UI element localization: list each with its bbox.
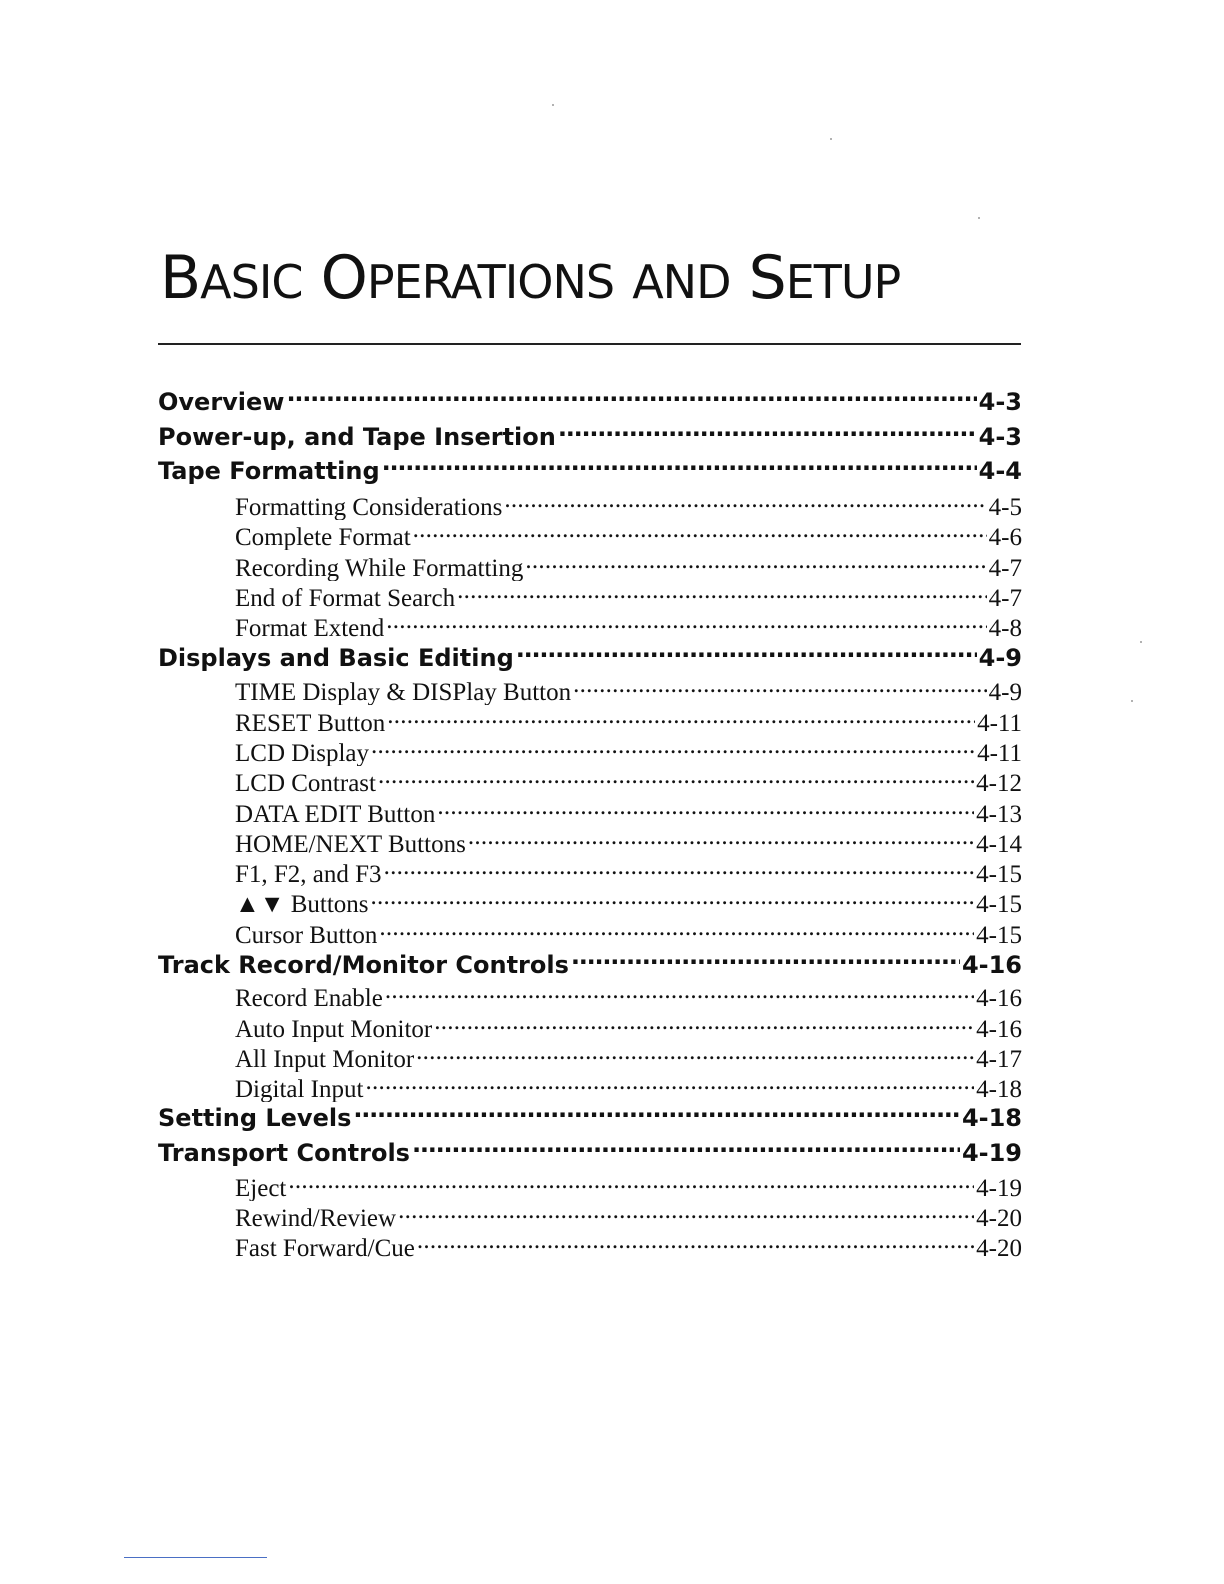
- toc-subsection-entry[interactable]: [235, 1012, 1022, 1042]
- scan-speck: [830, 138, 832, 140]
- scan-speck: [978, 217, 980, 219]
- toc-subsection-entry[interactable]: [235, 857, 1022, 887]
- toc-entry-page-number: 4-9: [978, 644, 1022, 672]
- toc-subsection-entry[interactable]: [235, 581, 1022, 611]
- toc-entry-page-number: 4-9: [988, 679, 1022, 705]
- page-title: [160, 238, 900, 322]
- toc-entry-label: Rewind/Review: [235, 1205, 397, 1231]
- dot-leader: [413, 520, 987, 545]
- title-initial: S: [748, 243, 786, 313]
- toc-entry-page-number: 4-16: [961, 951, 1022, 979]
- title-smallcaps: PERATIONS: [366, 255, 615, 309]
- dot-leader: [468, 827, 974, 852]
- toc-section-entry[interactable]: [158, 1136, 1022, 1170]
- toc-entry-page-number: 4-5: [988, 494, 1022, 520]
- toc-entry-page-number: 4-7: [988, 585, 1022, 611]
- dot-leader: [371, 736, 975, 761]
- footer-rule: [124, 1557, 267, 1558]
- toc-entry-page-number: 4-6: [988, 524, 1022, 550]
- toc-subsection-entry[interactable]: [235, 797, 1022, 827]
- toc-entry-label: Cursor Button: [235, 922, 378, 948]
- toc-subsection-entry[interactable]: [235, 1231, 1022, 1261]
- toc-entry-page-number: 4-8: [988, 615, 1022, 641]
- toc-subsection-entry[interactable]: [235, 981, 1022, 1011]
- dot-leader: [417, 1231, 974, 1256]
- toc-entry-label: Complete Format: [235, 524, 411, 550]
- toc-subsection-entry[interactable]: [235, 490, 1022, 520]
- dot-leader: [437, 797, 974, 822]
- toc-entry-page-number: 4-20: [976, 1205, 1022, 1231]
- toc-entry-label: Tape Formatting: [158, 457, 380, 485]
- dot-leader: [571, 949, 960, 973]
- toc-entry-label: Power-up, and Tape Insertion: [158, 423, 556, 451]
- dot-leader: [379, 918, 974, 943]
- scan-speck: [1131, 700, 1133, 702]
- dot-leader: [412, 1137, 960, 1161]
- toc-subsection-entry[interactable]: [235, 1171, 1022, 1201]
- toc-entry-label: LCD Display: [235, 740, 370, 766]
- toc-subsection-entry[interactable]: [235, 611, 1022, 641]
- dot-leader: [516, 642, 977, 666]
- toc-subsection-entry[interactable]: [235, 551, 1022, 581]
- scan-speck: [552, 104, 554, 106]
- title-smallcaps: AND: [632, 255, 731, 309]
- dot-leader: [398, 1201, 974, 1226]
- toc-entry-page-number: 4-19: [961, 1139, 1022, 1167]
- toc-section-entry[interactable]: [158, 948, 1022, 982]
- toc-entry-label: End of Format Search: [235, 585, 456, 611]
- toc-entry-label: All Input Monitor: [235, 1046, 415, 1072]
- toc-entry-page-number: 4-18: [976, 1076, 1022, 1102]
- toc-entry-label: Auto Input Monitor: [235, 1016, 433, 1042]
- toc-entry-label: ▲▼ Buttons: [235, 891, 369, 917]
- toc-entry-label: HOME/NEXT Buttons: [235, 831, 466, 857]
- toc-entry-label: Transport Controls: [158, 1139, 410, 1167]
- toc-entry-page-number: 4-11: [977, 710, 1022, 736]
- dot-leader: [387, 706, 975, 731]
- toc-subsection-entry[interactable]: [235, 1072, 1022, 1102]
- scan-speck: [1140, 641, 1142, 643]
- toc-entry-page-number: 4-16: [976, 1016, 1022, 1042]
- toc-entry-page-number: 4-4: [978, 457, 1022, 485]
- toc-entry-label: Overview: [158, 388, 285, 416]
- toc-entry-label: Displays and Basic Editing: [158, 644, 514, 672]
- toc-subsection-entry[interactable]: [235, 766, 1022, 796]
- toc-entry-page-number: 4-16: [976, 985, 1022, 1011]
- toc-subsection-entry[interactable]: [235, 1201, 1022, 1231]
- toc-entry-page-number: 4-13: [976, 801, 1022, 827]
- toc-entry-label: Track Record/Monitor Controls: [158, 951, 569, 979]
- toc-entry-label: F1, F2, and F3: [235, 861, 382, 887]
- toc-entry-page-number: 4-19: [976, 1175, 1022, 1201]
- toc-entry-label: LCD Contrast: [235, 770, 376, 796]
- toc-section-entry[interactable]: [158, 641, 1022, 675]
- toc-subsection-entry[interactable]: [235, 887, 1022, 917]
- title-initial: B: [160, 243, 201, 313]
- toc-section-entry[interactable]: [158, 1101, 1022, 1135]
- dot-leader: [371, 887, 975, 912]
- title-smallcaps: ASIC: [200, 255, 303, 309]
- toc-entry-label: Setting Levels: [158, 1104, 352, 1132]
- toc-subsection-entry[interactable]: [235, 1042, 1022, 1072]
- toc-entry-page-number: 4-3: [978, 423, 1022, 451]
- toc-entry-page-number: 4-18: [961, 1104, 1022, 1132]
- toc-entry-label: Eject: [235, 1175, 287, 1201]
- toc-entry-label: RESET Button: [235, 710, 386, 736]
- toc-section-entry[interactable]: [158, 420, 1022, 454]
- toc-section-entry[interactable]: [158, 454, 1022, 488]
- dot-leader: [365, 1072, 974, 1097]
- toc-entry-label: DATA EDIT Button: [235, 801, 436, 827]
- dot-leader: [416, 1042, 974, 1067]
- toc-entry-page-number: 4-14: [976, 831, 1022, 857]
- toc-entry-page-number: 4-15: [976, 861, 1022, 887]
- toc-subsection-entry[interactable]: [235, 918, 1022, 948]
- toc-entry-label: Format Extend: [235, 615, 385, 641]
- toc-entry-label: TIME Display & DISPlay Button: [235, 679, 572, 705]
- dot-leader: [382, 455, 977, 479]
- dot-leader: [385, 981, 974, 1006]
- dot-leader: [384, 857, 975, 882]
- toc-subsection-entry[interactable]: [235, 675, 1022, 705]
- dot-leader: [386, 611, 986, 636]
- toc-subsection-entry[interactable]: [235, 827, 1022, 857]
- toc-entry-label: Digital Input: [235, 1076, 364, 1102]
- dot-leader: [558, 421, 977, 445]
- toc-entry-page-number: 4-15: [976, 922, 1022, 948]
- toc-subsection-entry[interactable]: [235, 706, 1022, 736]
- toc-entry-label: Recording While Formatting: [235, 555, 524, 581]
- toc-entry-page-number: 4-3: [978, 388, 1022, 416]
- dot-leader: [434, 1012, 974, 1037]
- toc-entry-label: Fast Forward/Cue: [235, 1235, 415, 1261]
- toc-subsection-entry[interactable]: [235, 520, 1022, 550]
- title-initial: O: [320, 243, 367, 313]
- toc-entry-label: Formatting Considerations: [235, 494, 503, 520]
- dot-leader: [353, 1102, 960, 1126]
- dot-leader: [286, 386, 976, 410]
- toc-subsection-entry[interactable]: [235, 736, 1022, 766]
- dot-leader: [573, 675, 987, 700]
- title-smallcaps: ETUP: [785, 255, 901, 309]
- toc-section-entry[interactable]: [158, 385, 1022, 419]
- dot-leader: [288, 1171, 974, 1196]
- toc-entry-page-number: 4-15: [976, 891, 1022, 917]
- dot-leader: [525, 551, 986, 576]
- dot-leader: [378, 766, 974, 791]
- toc-entry-label: Record Enable: [235, 985, 383, 1011]
- toc-entry-page-number: 4-11: [977, 740, 1022, 766]
- toc-entry-page-number: 4-12: [976, 770, 1022, 796]
- dot-leader: [457, 581, 987, 606]
- toc-entry-page-number: 4-17: [976, 1046, 1022, 1072]
- toc-entry-page-number: 4-7: [988, 555, 1022, 581]
- toc-entry-page-number: 4-20: [976, 1235, 1022, 1261]
- title-divider: [158, 343, 1021, 345]
- dot-leader: [504, 490, 986, 515]
